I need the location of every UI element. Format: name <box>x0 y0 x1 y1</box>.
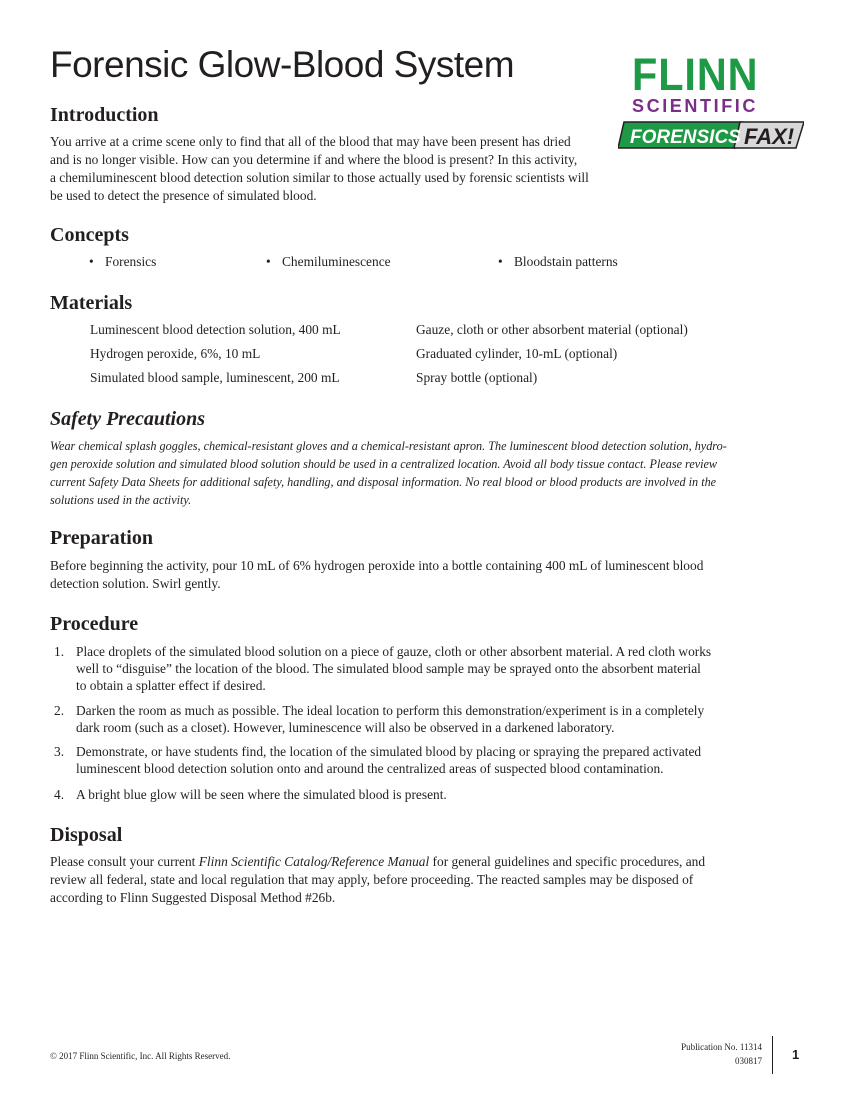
procedure-step-number: 2. <box>54 703 65 718</box>
material-item: Simulated blood sample, luminescent, 200 mL <box>90 370 340 385</box>
logo-forensics-word: FORENSICS <box>630 127 741 148</box>
disposal-line-2: review all federal, state and local regulation that may apply, before proceeding. The reacted samples may be disposed of <box>50 872 694 887</box>
introduction-text <box>50 133 650 205</box>
material-item: Luminescent blood detection solution, 400 mL <box>90 322 341 337</box>
procedure-step-line: Demonstrate, or have students find, the location of the simulated blood by placing or spraying the prepared activated <box>76 744 702 759</box>
logo-flinn-text: FLINN <box>632 49 759 100</box>
material-item: Graduated cylinder, 10-mL (optional) <box>416 346 618 361</box>
procedure-step-line: dark room (such as a closet). However, luminescence will also be observed in a darkened laboratory. <box>76 720 615 735</box>
safety-line-2: gen peroxide solution and simulated blood solution should be used in a centralized location. Avoid all body tissue contact. Please review <box>50 457 718 471</box>
safety-text <box>50 437 790 509</box>
page-number: 1 <box>792 1047 800 1062</box>
procedure-step-line: luminescent blood detection solution onto and around the centralized areas of suspected blood contamination. <box>76 761 664 776</box>
document-title: Forensic Glow-Blood System <box>50 44 515 85</box>
materials-heading: Materials <box>50 292 133 314</box>
introduction-line-4: be used to detect the presence of simulated blood. <box>50 188 317 203</box>
concept-label: Chemiluminescence <box>282 254 391 269</box>
procedure-heading: Procedure <box>50 613 139 635</box>
disposal-line-1-before: Please consult your current <box>50 854 199 869</box>
procedure-step-number: 4. <box>54 787 65 802</box>
preparation-heading: Preparation <box>50 527 153 549</box>
logo-scientific-text: SCIENTIFIC <box>632 96 759 116</box>
procedure-step-number: 3. <box>54 744 65 759</box>
procedure-step-line: to obtain a splatter effect if desired. <box>76 678 266 693</box>
disposal-line-1-after: for general guidelines and specific procedures, and <box>429 854 706 869</box>
introduction-heading: Introduction <box>50 104 159 126</box>
concept-item: • Chemiluminescence <box>266 254 391 269</box>
publication-info <box>681 1040 762 1068</box>
procedure-step-line: Place droplets of the simulated blood solution on a piece of gauze, cloth or other absorbent material. A red cloth works <box>76 644 712 659</box>
material-item: Gauze, cloth or other absorbent material (optional) <box>416 322 688 337</box>
preparation-line-2: detection solution. Swirl gently. <box>50 576 221 591</box>
disposal-line-1 <box>50 853 790 871</box>
disposal-line-3: according to Flinn Suggested Disposal Method #26b. <box>50 890 336 905</box>
publication-code: 030817 <box>735 1056 762 1066</box>
footer-divider <box>772 1036 773 1074</box>
safety-line-1: Wear chemical splash goggles, chemical-resistant gloves and a chemical-resistant apron. The luminescent blood detection solution, hydro- <box>50 439 727 453</box>
copyright-notice: © 2017 Flinn Scientific, Inc. All Rights Reserved. <box>50 1051 231 1061</box>
catalog-title: Flinn Scientific Catalog/Reference Manual <box>198 854 430 869</box>
safety-line-4: solutions used in the activity. <box>50 493 192 507</box>
introduction-line-2: and is no longer visible. How can you determine if and where the blood is present? In this activity, <box>50 152 578 167</box>
procedure-step-line: A bright blue glow will be seen where the simulated blood is present. <box>76 787 447 802</box>
concept-item: • Forensics <box>89 254 157 269</box>
disposal-heading: Disposal <box>50 824 123 846</box>
procedure-step-line: well to “disguise” the location of the blood. The simulated blood sample may be sprayed onto the absorbent material <box>76 661 701 676</box>
procedure-step-line: Darken the room as much as possible. The ideal location to perform this demonstration/experiment is in a completely <box>76 703 705 718</box>
concept-label: Forensics <box>105 254 157 269</box>
concept-label: Bloodstain patterns <box>514 254 618 269</box>
preparation-text <box>50 557 790 593</box>
concept-item: • Bloodstain patterns <box>498 254 618 269</box>
preparation-line-1: Before beginning the activity, pour 10 mL of 6% hydrogen peroxide into a bottle containing 400 mL of luminescent blood <box>50 558 704 573</box>
disposal-text <box>50 853 790 907</box>
material-item: Hydrogen peroxide, 6%, 10 mL <box>90 346 261 361</box>
material-item: Spray bottle (optional) <box>416 370 538 385</box>
introduction-line-1: You arrive at a crime scene only to find that all of the blood that may have been present has dried <box>50 134 571 149</box>
logo-fax-word: FAX! <box>744 124 795 149</box>
procedure-step-number: 1. <box>54 644 65 659</box>
introduction-line-3: a chemiluminescent blood detection solution similar to those actually used by forensic scientists will <box>50 170 589 185</box>
concepts-heading: Concepts <box>50 224 129 246</box>
safety-line-3: current Safety Data Sheets for additional safety, handling, and disposal information. No real blood or blood products are involved in the <box>50 475 717 489</box>
publication-number: Publication No. 11314 <box>681 1042 762 1052</box>
safety-heading: Safety Precautions <box>50 408 205 430</box>
